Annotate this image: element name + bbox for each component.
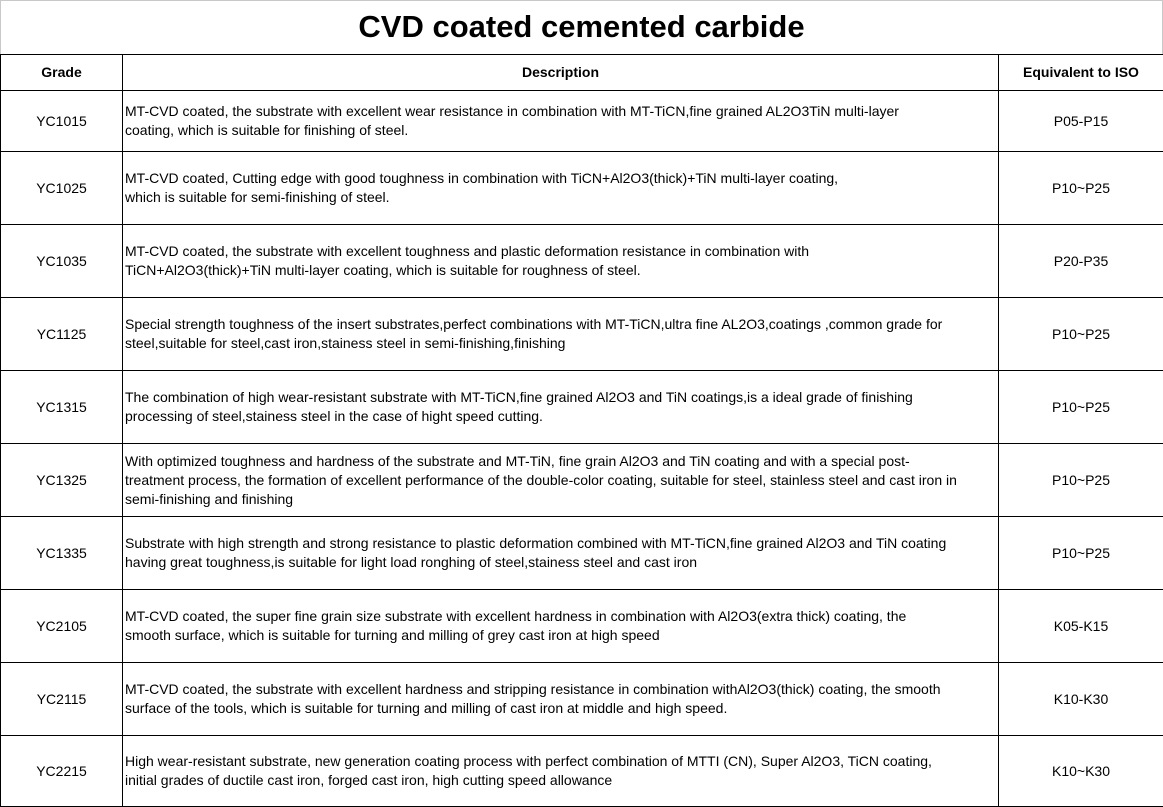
table-row [1,371,1163,444]
grades-table [0,54,1163,807]
description-line: smooth surface, which is suitable for turning and milling of grey cast iron at high speed [125,627,660,643]
grade-cell: YC1035 [1,225,123,298]
description-line: surface of the tools, which is suitable for turning and milling of cast iron at middle and high speed. [125,700,728,716]
grade-cell: YC2115 [1,663,123,736]
description-line: MT-CVD coated, the substrate with excellent hardness and stripping resistance in combination withAl2O3(thick) coating, the smooth [125,681,941,697]
table-body [1,91,1163,807]
table-row [1,736,1163,807]
description-cell [123,444,999,517]
grade-cell: YC1325 [1,444,123,517]
page-title: CVD coated cemented carbide [358,9,805,44]
description-line: processing of steel,stainess steel in the case of hight speed cutting. [125,408,543,424]
description-cell [123,225,999,298]
iso-cell: P10~P25 [999,298,1163,371]
description-line: semi-finishing and finishing [125,490,294,507]
description-line: which is suitable for semi-finishing of steel. [125,189,390,205]
description-cell [123,91,999,152]
iso-cell: K10~K30 [999,736,1163,807]
iso-cell: P10~P25 [999,444,1163,517]
description-line: The combination of high wear-resistant substrate with MT-TiCN,fine grained Al2O3 and TiN coatings,is a ideal grade of finishing [125,389,913,405]
description-cell [123,590,999,663]
grade-cell: YC2215 [1,736,123,807]
description-line: MT-CVD coated, the super fine grain size substrate with excellent hardness in combination with Al2O3(extra thick) coating, the [125,608,907,624]
grade-cell: YC1025 [1,152,123,225]
description-line: MT-CVD coated, Cutting edge with good toughness in combination with TiCN+Al2O3(thick)+TiN multi-layer coating, [125,170,839,186]
grade-cell: YC1335 [1,517,123,590]
description-line: initial grades of ductile cast iron, forged cast iron, high cutting speed allowance [125,772,613,788]
iso-cell: K10-K30 [999,663,1163,736]
table-row [1,517,1163,590]
description-line: steel,suitable for steel,cast iron,stainess steel in semi-finishing,finishing [125,335,566,351]
description-line: MT-CVD coated, the substrate with excellent toughness and plastic deformation resistance in combination with [125,243,810,259]
table-row [1,444,1163,517]
description-line: having great toughness,is suitable for light load ronghing of steel,stainess steel and cast iron [125,554,698,570]
description-cell [123,152,999,225]
header-iso: Equivalent to ISO [999,55,1163,91]
description-line: coating, which is suitable for finishing of steel. [125,122,409,138]
iso-cell: P05-P15 [999,91,1163,152]
description-cell [123,736,999,807]
description-cell [123,517,999,590]
iso-cell: P10~P25 [999,152,1163,225]
table-row [1,298,1163,371]
description-line: Substrate with high strength and strong resistance to plastic deformation combined with MT-TiCN,fine grained Al2O3 and TiN coating [125,535,947,551]
table-row [1,152,1163,225]
grade-cell: YC2105 [1,590,123,663]
grade-cell: YC1015 [1,91,123,152]
description-cell [123,298,999,371]
grade-cell: YC1315 [1,371,123,444]
description-cell [123,371,999,444]
description-line: treatment process, the formation of excellent performance of the double-color coating, suitable for steel, stainless steel and cast iron in [125,471,957,488]
iso-cell: P10~P25 [999,517,1163,590]
grade-cell: YC1125 [1,298,123,371]
description-line: TiCN+Al2O3(thick)+TiN multi-layer coating, which is suitable for roughness of steel. [125,262,641,278]
table-row [1,225,1163,298]
table-row [1,91,1163,152]
description-cell [123,663,999,736]
description-line: With optimized toughness and hardness of the substrate and MT-TiN, fine grain Al2O3 and TiN coating and with a special post- [125,452,910,469]
iso-cell: P20-P35 [999,225,1163,298]
description-line: MT-CVD coated, the substrate with excellent wear resistance in combination with MT-TiCN,fine grained AL2O3TiN multi-layer [125,103,899,119]
table-row [1,590,1163,663]
iso-cell: P10~P25 [999,371,1163,444]
description-line: Special strength toughness of the insert substrates,perfect combinations with MT-TiCN,ultra fine AL2O3,coatings ,common grade for [125,316,943,332]
header-description: Description [123,55,999,91]
header-grade: Grade [1,55,123,91]
iso-cell: K05-K15 [999,590,1163,663]
description-line: High wear-resistant substrate, new generation coating process with perfect combination of MTTI (CN), Super Al2O3, TiCN coating, [125,753,932,769]
table-row [1,663,1163,736]
